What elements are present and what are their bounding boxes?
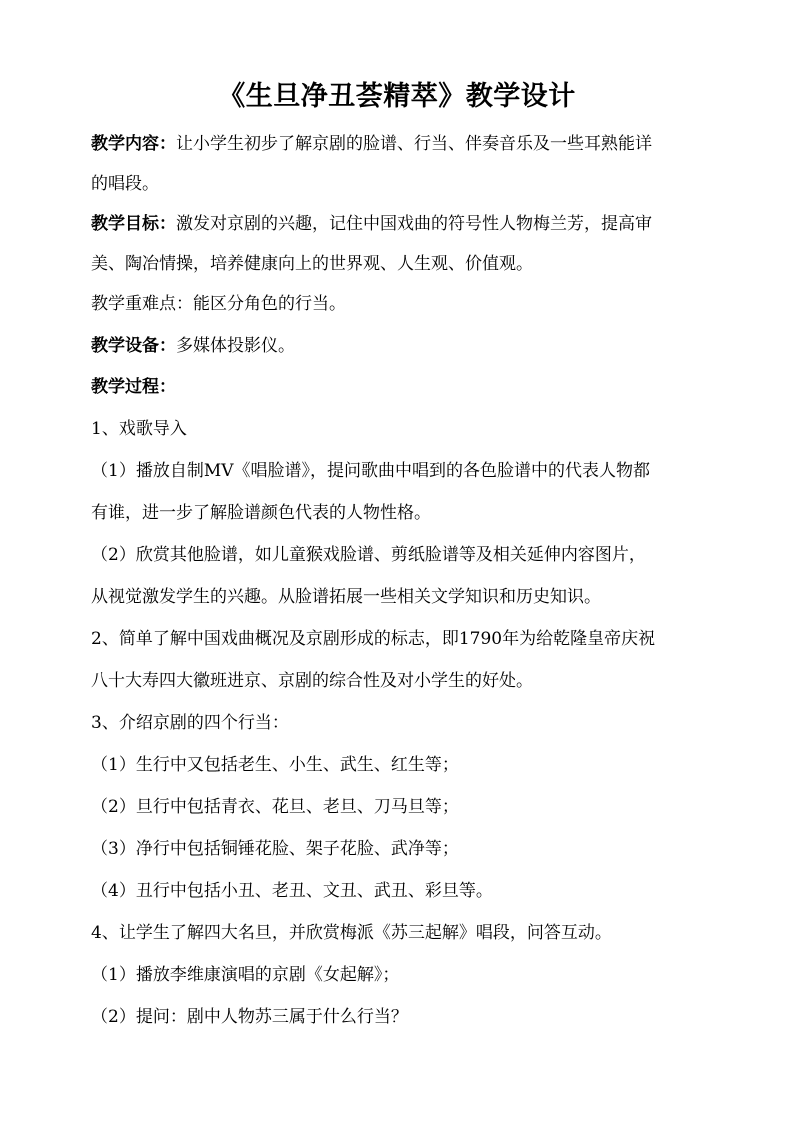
step-3-item-2: （2）旦行中包括青衣、花旦、老旦、刀马旦等； bbox=[91, 797, 459, 817]
teaching-goal-label: 教学目标： bbox=[91, 214, 176, 234]
step-2-line-2: 八十大寿四大徽班进京、京剧的综合性及对小学生的好处。 bbox=[91, 671, 533, 691]
step-3-item-4: （4）丑行中包括小丑、老丑、文丑、武丑、彩旦等。 bbox=[91, 881, 493, 901]
step-1-item-1-line-2: 有谁，进一步了解脸谱颜色代表的人物性格。 bbox=[91, 503, 431, 523]
teaching-content-label: 教学内容： bbox=[91, 134, 176, 154]
step-1-item-2-line-2: 从视觉激发学生的兴趣。从脸谱拓展一些相关文学知识和历史知识。 bbox=[91, 587, 601, 607]
step-4-item-1: （1）播放李维康演唱的京剧《女起解》； bbox=[91, 965, 400, 985]
step-4-heading: 4、让学生了解四大名旦，并欣赏梅派《苏三起解》唱段，问答互动。 bbox=[91, 923, 612, 943]
teaching-goal-line-2: 美、陶冶情操，培养健康向上的世界观、人生观、价值观。 bbox=[91, 254, 533, 274]
document-title: 《生旦净丑荟精萃》教学设计 bbox=[218, 81, 576, 112]
teaching-goal-line-1 bbox=[91, 213, 652, 235]
step-3-heading: 3、介绍京剧的四个行当： bbox=[91, 713, 289, 733]
step-3-item-1: （1）生行中又包括老生、小生、武生、红生等； bbox=[91, 755, 459, 775]
step-1-item-2-line-1: （2）欣赏其他脸谱，如儿童猴戏脸谱、剪纸脸谱等及相关延伸内容图片， bbox=[91, 545, 646, 565]
teaching-content-line-1 bbox=[91, 133, 652, 155]
teaching-content-text: 让小学生初步了解京剧的脸谱、行当、伴奏音乐及一些耳熟能详 bbox=[176, 134, 652, 154]
step-2-line-1: 2、简单了解中国戏曲概况及京剧形成的标志，即1790年为给乾隆皇帝庆祝 bbox=[91, 629, 656, 649]
equipment-label: 教学设备： bbox=[91, 336, 176, 356]
process-label: 教学过程： bbox=[91, 377, 176, 397]
step-1-item-1-line-1: （1）播放自制MV《唱脸谱》，提问歌曲中唱到的各色脸谱中的代表人物都 bbox=[91, 461, 650, 481]
step-1-heading: 1、戏歌导入 bbox=[91, 419, 187, 439]
teaching-content-line-2: 的唱段。 bbox=[91, 174, 159, 194]
teaching-goal-text: 激发对京剧的兴趣，记住中国戏曲的符号性人物梅兰芳，提高审 bbox=[176, 214, 652, 234]
step-3-item-3: （3）净行中包括铜锤花脸、架子花脸、武净等； bbox=[91, 839, 459, 859]
key-points-line: 教学重难点：能区分角色的行当。 bbox=[91, 294, 346, 314]
equipment-line bbox=[91, 335, 295, 357]
equipment-text: 多媒体投影仪。 bbox=[176, 336, 295, 356]
step-4-item-2: （2）提问：剧中人物苏三属于什么行当？ bbox=[91, 1007, 408, 1027]
